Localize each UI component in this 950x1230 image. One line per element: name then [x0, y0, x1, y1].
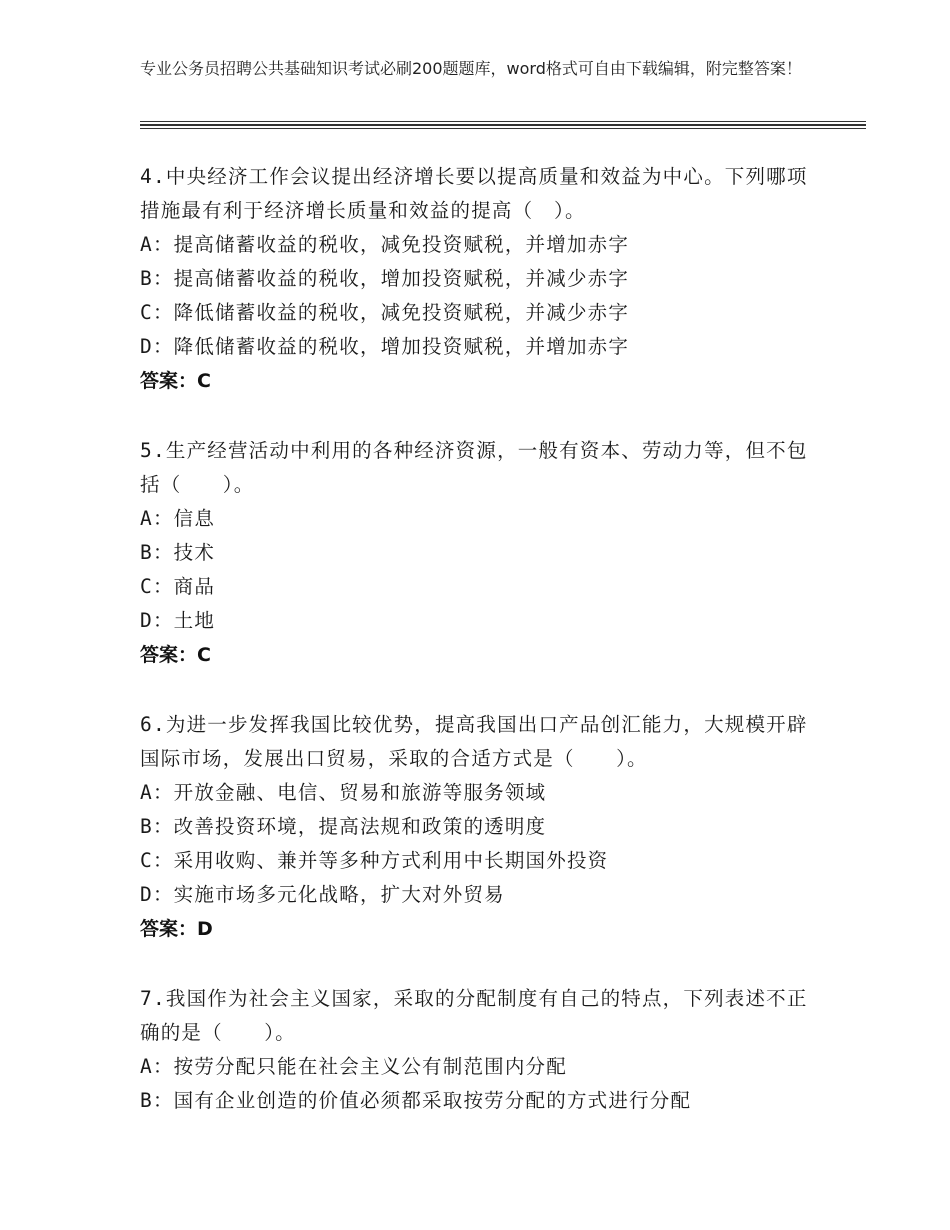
- answer-line: 答案：D: [140, 918, 213, 940]
- question-5: [140, 434, 820, 672]
- answer-line: 答案：C: [140, 370, 211, 392]
- question-stem: 6.为进一步发挥我国比较优势，提高我国出口产品创汇能力，大规模开辟国际市场，发展出口贸易，采取的合适方式是（ ）。: [140, 713, 808, 770]
- document-header: 专业公务员招聘公共基础知识考试必刷200题题库，word格式可自由下载编辑，附完整答案！: [140, 59, 802, 78]
- option-c: C：商品: [140, 575, 216, 598]
- option-c: C：采用收购、兼并等多种方式利用中长期国外投资: [140, 849, 609, 872]
- option-d: D：降低储蓄收益的税收，增加投资赋税，并增加赤字: [140, 335, 630, 358]
- option-d: D：土地: [140, 609, 216, 632]
- option-a: A：按劳分配只能在社会主义公有制范围内分配: [140, 1055, 567, 1078]
- question-stem: 7.我国作为社会主义国家，采取的分配制度有自己的特点，下列表述不正确的是（ ）。: [140, 987, 808, 1044]
- header-divider-bottom: [140, 128, 866, 129]
- question-6: [140, 708, 820, 946]
- option-b: B：改善投资环境，提高法规和政策的透明度: [140, 815, 547, 838]
- option-a: A：提高储蓄收益的税收，减免投资赋税，并增加赤字: [140, 233, 630, 256]
- option-d: D：实施市场多元化战略，扩大对外贸易: [140, 883, 505, 906]
- option-b: B：提高储蓄收益的税收，增加投资赋税，并减少赤字: [140, 267, 630, 290]
- option-b: B：技术: [140, 541, 216, 564]
- question-stem: 5.生产经营活动中利用的各种经济资源，一般有资本、劳动力等，但不包括（ ）。: [140, 439, 808, 496]
- answer-line: 答案：C: [140, 644, 211, 666]
- question-7: [140, 982, 820, 1118]
- header-divider-top: [140, 121, 866, 122]
- option-a: A：开放金融、电信、贸易和旅游等服务领域: [140, 781, 547, 804]
- header-divider-middle: [140, 124, 866, 126]
- option-c: C：降低储蓄收益的税收，减免投资赋税，并减少赤字: [140, 301, 630, 324]
- question-4: [140, 160, 820, 398]
- question-stem: 4.中央经济工作会议提出经济增长要以提高质量和效益为中心。下列哪项措施最有利于经济增长质量和效益的提高（ ）。: [140, 165, 808, 222]
- option-b: B：国有企业创造的价值必须都采取按劳分配的方式进行分配: [140, 1089, 692, 1112]
- option-a: A：信息: [140, 507, 216, 530]
